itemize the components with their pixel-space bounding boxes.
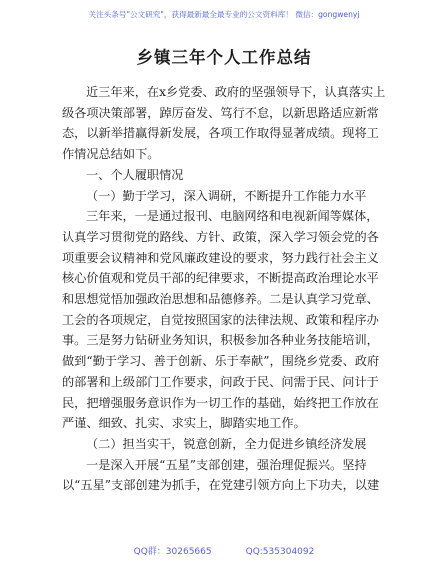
qq-group-text: QQ群：30265665 — [133, 547, 212, 557]
promo-banner: 关注头条号"公文研究"，获得最新最全最专业的公文资料库！ 微信：gongwenyj — [88, 10, 360, 19]
section-heading: 一、个人履职情况 — [86, 167, 184, 182]
document-title: 乡镇三年个人工作总结 — [136, 48, 312, 67]
document-body — [62, 82, 390, 496]
subsection-heading: （二）担当实干，锐意创新，全力促进乡镇经济发展 — [86, 436, 367, 451]
subsection-heading: （一）勤于学习，深入调研，不断提升工作能力水平 — [86, 188, 367, 203]
footer-contact — [0, 544, 448, 557]
qq-text: QQ:535304092 — [245, 547, 315, 557]
body-paragraph: 一是深入开展“五星”支部创建，强治理促振兴。坚持以“五星”支部创建为抓手，在党建引领方向上下功夫，以建 — [62, 457, 380, 493]
intro-paragraph: 近三年来，在x乡党委、政府的坚强领导下，认真落实上级各项决策部署，踔厉奋发、笃行不怠，以新思路适应新常态，以新举措赢得新发展，各项工作取得显著成绩。现将工作情况总结如下。 — [62, 85, 386, 162]
body-paragraph: 三年来，一是通过报刊、电脑网络和电视新闻等媒体，认真学习贯彻党的路线、方针、政策，深入学习领会党的各项重要会议精神和党风廉政建设的要求，努力践行社会主义核心价值观和党员干部的纪律要求，不断提高政治理论水平和思想觉悟加强政治思想和品德修养。二是认真学习党章、工会的各项规定，自觉按照国家的法律法规、政策和程序办事。三是努力钻研业务知识，积极参加各种业务技能培训，做到“勤于学习、善于创新、乐于奉献”，围绕乡党委、政府的部署和上级部门工作要求，问政于民、问需于民、问计于民，把增强服务意识作为一切工作的基础，始终把工作放在严谨、细致、扎实、求实上，脚踏实地工作。 — [62, 209, 380, 431]
